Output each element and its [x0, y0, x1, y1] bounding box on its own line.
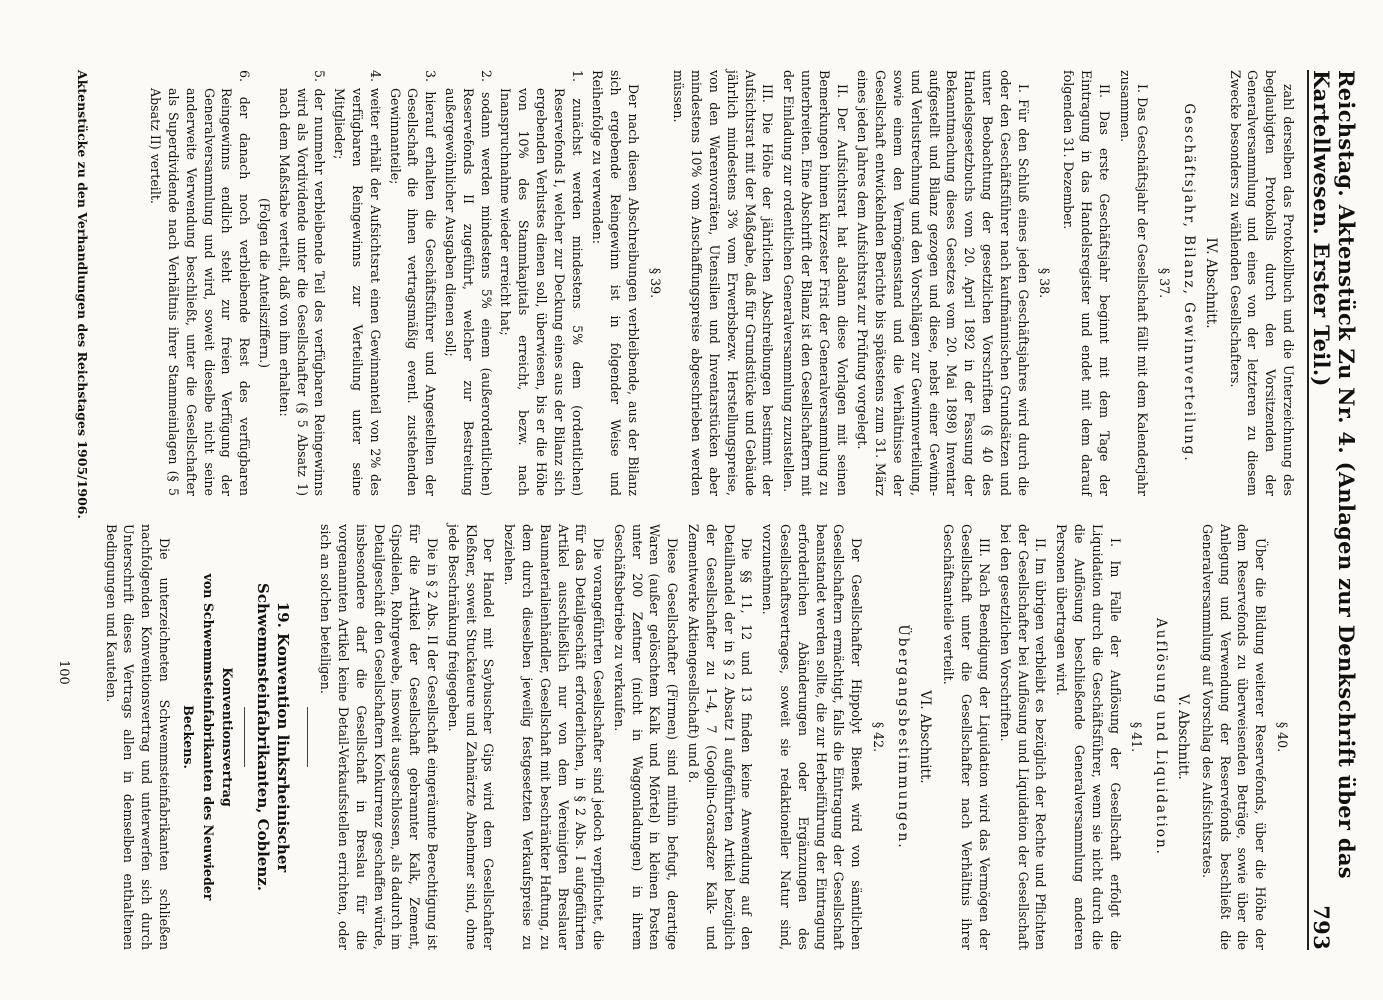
list-item: 2. sodann werden mindestens 5% einem (außerordentlichen) Reservefonds II zugeführt, welcher zur Bestreitung außergewöhnlicher Ausgaben dienen soll;: [442, 70, 494, 496]
intro-paragraph: zahl derselben das Protokollbuch und die Unterzeichnung des beglaubigten Protokolls durch den Vorsitzenden der Generalversammlung und eines von der letzteren zu diesem Zwecke besonders zu wählenden Gesellschafters.: [1227, 70, 1296, 496]
paragraph-41-heading: § 41.: [1129, 721, 1145, 753]
page-number: 793: [1309, 905, 1334, 950]
paragraph-42-text-3: Diese Gesellschafter (Firmen) sind mithin befugt, derartige Waren (außer gelöschtem Kalk und Mörtel) in kleinen Posten unter 200 Zentner (nicht in Waggonladungen) in ihrem Geschäftsbetriebe zu verkaufen.: [611, 524, 681, 950]
footer-text: Aktenstücke zu den Verhandlungen des Reichstages 1905/1906.: [75, 70, 90, 519]
contract-title: Konventionsvertrag: [220, 667, 236, 807]
paragraph-38-text-1: I. Für den Schluß eines jeden Geschäftsjahres wird durch die oder den Geschäftsführer nach kaufmännischen Grundsätzen und unter Beobachtung der gesetzlichen Vorschriften (§ 40 des Handelsgesetzbuchs vom 20. April 1892 in der Fassung der Bekanntmachung dieses Gesetzes vom 20. Mai 1898) Inventar aufgestellt und Bilanz gezogen und diese, nebst einer Gewinn- und Verlustrechnung und den Vorschlägen zur Gewinnverteilung, sowie einem den Vermögensstand und die Verhältnisse der Gesellschaft entwickelnden Berichte bis spätestens zum 31. März eines jeden Jahres dem Aufsichtsrat zur Prüfung vorgelegt.: [855, 70, 1031, 496]
divider: [307, 707, 308, 767]
section-5-title: V. Abschnitt.: [1175, 694, 1192, 780]
paragraph-38-text-3: III. Die Höhe der jährlichen Abschreibungen bestimmt der Aufsichtsrat mit der Maßgabe, daß für Grundstücke und Gebäude jährlich mindestens 3% vom Erwerbsbezw. Herstellungspreise, von den Warenvorräten, Utensilien und Inventarstücken aber mindestens 10% vom Anschaffungspreise abgeschrieben werden müssen.: [671, 70, 776, 496]
list-item: (Folgen die Anteilsziffern.): [256, 197, 272, 369]
left-column: [99, 70, 1297, 496]
paragraph-42-text-5: Der Handel mit Saybuscher Gips wird dem Gesellschafter Kleßner, soweit Stuckateure und Zahnärzte Abnehmer sind, ohne jede Beschränkung freigegeben.: [445, 524, 497, 950]
bottom-page-number: 100: [56, 660, 71, 685]
list-item: 5. der nunmehr verbleibende Teil des verfügbaren Reingewinns wird als Vordividende unter die Gesellschafter (§ 5 Absatz 1) nach dem Maßstabe verteilt, daß von ihm erhalten:: [276, 70, 328, 496]
paragraph-39-heading: § 39.: [647, 267, 663, 299]
contract-subtitle-1: von Schwemmsteinfabrikanten des Neuwieder: [200, 573, 216, 901]
paragraph-41-text-3: III. Nach Beendigung der Liquidation wird das Vermögen der Gesellschaft unter die Gesellschafter nach Verhältnis ihrer Geschäftsanteile verteilt.: [941, 524, 993, 950]
list-item: 6. der danach noch verbleibende Rest des verfügbaren Reingewinns endlich steht zur freien Verfügung der Generalversammlung und wird, soweit dieselbe nicht seine anderweite Verwendung beschließt, unter die Gesellschafter als Superdividende nach Verhältnis ihrer Stammeinlagen (§ 5 Absatz II) verteilt.: [148, 70, 253, 496]
paragraph-38-heading: § 38.: [1037, 267, 1053, 299]
paragraph-42-heading: § 42.: [871, 721, 887, 753]
section-4-subtitle: Geschäftsjahr, Bilanz, Gewinnverteilung.: [1181, 103, 1198, 463]
paragraph-37-text-1: I. Das Geschäftsjahr der Gesellschaft fällt mit dem Kalenderjahr zusammen.: [1117, 70, 1151, 496]
page-header: [1307, 70, 1359, 950]
paragraph-37-heading: § 37.: [1157, 267, 1173, 299]
paragraph-42-text-4: Die vorangeführten Gesellschafter sind jedoch verpflichtet, die für das Detailgeschäft erforderlichen, in § 2 Abs. I aufgeführten Artikel ausschließlich nur von dem Vereinigten Breslauer Baumaterialienhändler, Gesellschaft mit beschränkter Haftung, zu dem durch dieselben jeweilig festgesetzten Verkaufspreise zu beziehen.: [502, 524, 607, 950]
paragraph-42-text-1: Der Gesellschafter Hippolyt Bienek wird von sämtlichen Gesellschaftern ermächtigt, falls die Eintragung der Gesellschaft beanstandet werden sollte, die zur Herbeiführung der Eintragung erforderlichen Abänderungen oder Ergänzungen des Gesellschaftsvertrages, soweit sie redaktioneller Natur sind, vorzunehmen.: [760, 524, 865, 950]
contract-subtitle-2: Beckens.: [180, 705, 196, 769]
paragraph-37-text-2: II. Das erste Geschäftsjahr beginnt mit dem Tage der Eintragung in das Handelsregister und endet mit dem darauf folgenden 31. Dezember.: [1061, 70, 1112, 496]
contract-heading: 19. Konvention linksrheinischer Schwemmsteinfabrikanten, Coblenz.: [254, 582, 293, 891]
paragraph-41-text-1: I. Im Falle der Auflösung der Gesellschaft erfolgt die Liquidation durch die Geschäftsführer, wenn sie nicht durch die die Auflösung beschließende Generalversammlung anderen Personen übertragen wird.: [1054, 524, 1123, 950]
paragraph-42-text-6: Die in § 2 Abs. II der Gesellschaft eingeräumte Berechtigung ist für die Artikel der Gesellschaft gebrannter Kalk, Zement, Gipsdielen, Rohrgewebe, insoweit ausgeschlossen, als dadurch im Detailgeschäft den Gesellschaftern Konkurrenz geschaffen würde, insbesondere darf die Gesellschaft in Breslau für die vorgenannten Artikel keine Detail-Verkaufsstellen errichten, oder sich an solchen beteiligen.: [318, 524, 440, 950]
contract-text: Die unterzeichneten Schwemmsteinfabrikanten schließen nachfolgenden Konventionsvertrag und unterwerfen sich durch Unterschrift dieses Vertrags allen in demselben enthaltenen Bedingungen und Kautelen.: [103, 524, 172, 950]
header-title: Reichstag. Aktenstück Zu Nr. 4. (Anlagen zur Denkschrift über das Kartellwesen. Erster Teil.): [1309, 70, 1359, 879]
section-5-subtitle: Auflösung und Liquidation.: [1153, 618, 1170, 856]
page-footer: [75, 70, 90, 950]
right-column: [99, 524, 1297, 950]
list-item: 4. weiter erhält der Aufsichtsrat einen Gewinnanteil von 2% des verfügbaren Reingewinns zur Verteilung unter seine Mitglieder;: [332, 70, 383, 496]
list-item: 1. zunächst werden mindestens 5% dem (ordentlichen) Reservefonds I, welcher zur Deckung eines aus der Bilanz sich ergebenden Verlustes dienen soll, überwiesen, bis er die Höhe von 10% des Stammkapitals erreicht, bezw. nach Inanspruchnahme wieder erreicht hat;: [498, 70, 585, 496]
section-6-subtitle: Übergangsbestimmungen.: [894, 624, 911, 850]
paragraph-42-text-2: Die §§ 11, 12 und 13 finden keine Anwendung auf den Detailhandel der in § 2 Absatz I aufgeführten Artikel bezüglich der Gesellschafter zu 1–4, 7 (Gogolin-Gorasdzer Kalk- und Zementwerke Aktiengesellschaft) und 8.: [686, 524, 755, 950]
list-item: 3. hierauf erhalten die Geschäftsführer und Angestellten der Gesellschaft die ihnen vertragsmäßig eventl. zustehenden Gewinnanteile;: [387, 70, 439, 496]
paragraph-39-text: Der nach diesen Abschreibungen verbleibende, aus der Bilanz sich ergebende Reingewinn ist in folgender Weise und Reihenfolge zu verwenden:: [590, 70, 641, 496]
paragraph-40-heading: § 40.: [1275, 721, 1290, 753]
section-6-title: VI. Abschnitt.: [916, 690, 933, 784]
text-columns: [99, 70, 1297, 950]
paragraph-40-text: Über die Bildung weiterer Reservefonds, über die Höhe der dem Reservefonds zu überweisenden Beträge, sowie über die Anlegung und Verwendung der Reservefonds beschließt die Generalversammlung auf Vorschlag des Aufsichtsrates.: [1199, 524, 1269, 950]
paragraph-38-text-2: II. Der Aufsichtsrat hat alsdann diese Vorlagen mit seinen Bemerkungen binnen kürzester Frist der Generalversammlung zu unterbreiten. Eine Abschrift der Bilanz ist den Gesellschaftern mit der Einladung zur ordentlichen Generalversammlung zuzustellen.: [781, 70, 850, 496]
divider: [244, 707, 245, 767]
section-4-title: IV. Abschnitt.: [1202, 237, 1219, 329]
paragraph-41-text-2: II. Im übrigen verbleibt es bezüglich der Rechte und Pflichten der Gesellschafter bei Auflösung und Liquidation der Gesellschaft bei den gesetzlichen Vorschriften.: [997, 524, 1049, 950]
